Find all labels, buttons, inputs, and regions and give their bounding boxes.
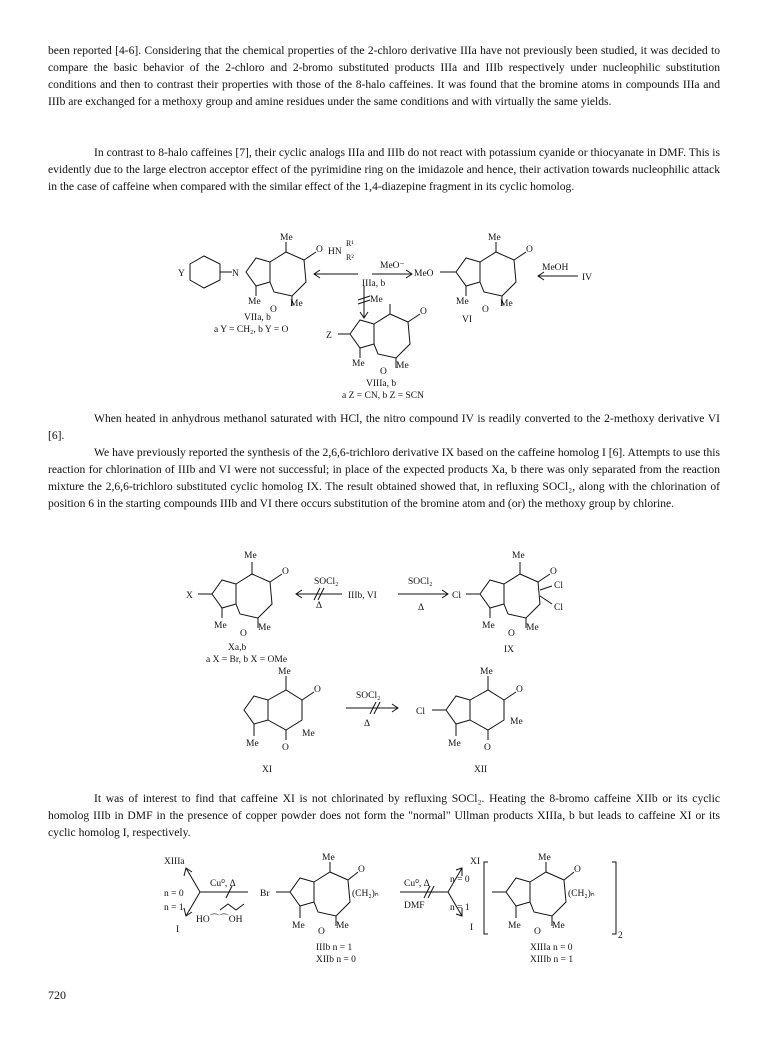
- atom-o: O: [358, 865, 365, 875]
- reagent-socl2: SOCl₂: [408, 577, 433, 587]
- atom-o: O: [534, 927, 541, 937]
- atom-me: Me: [448, 739, 461, 749]
- atom-o: O: [314, 685, 321, 695]
- ethanolamine: HO⌒⌒OH: [196, 915, 243, 925]
- atom-x: X: [186, 591, 193, 601]
- reagent-r2: R²: [346, 253, 354, 262]
- compound-i: I: [176, 925, 180, 935]
- dimer-subscript: 2: [618, 931, 623, 941]
- cu-heat: Cu⁰, Δ: [404, 879, 430, 889]
- atom-me: Me: [482, 621, 495, 631]
- scheme-1: [0, 222, 768, 402]
- atom-me: Me: [258, 623, 271, 633]
- compound-sub-x: a X = Br, b X = OMe: [206, 655, 288, 665]
- atom-me: Me: [500, 299, 513, 309]
- compound-label-xii: XII: [474, 765, 488, 775]
- cu-heat: Cu⁰, Δ: [210, 879, 236, 889]
- reagent-socl2: SOCl₂: [314, 577, 339, 587]
- compound-sub-vii: a Y = CH₂, b Y = O: [214, 325, 289, 335]
- compound-sub-viii: a Z = CN, b Z = SCN: [342, 391, 424, 401]
- heat-symbol: Δ: [418, 603, 425, 613]
- atom-me: Me: [538, 853, 551, 863]
- scheme-2: [0, 540, 768, 780]
- mid-label-iii: IIIa, b: [362, 279, 386, 289]
- atom-me: Me: [290, 299, 303, 309]
- compound-label-iv: IV: [582, 273, 593, 283]
- reagent-socl2: SOCl₂: [356, 691, 381, 701]
- scheme-3: [0, 850, 768, 980]
- paragraph-4: We have previously reported the synthesis of the 2,6,6-trichloro derivative IX based on the caffeine homolog I [6]. Attempts to use this reaction for chlorination of IIIb and VI were not successful; in place of the expected products Xa, b there was only separated from the reaction mixture the 2,6,6-trichloro substituted cyclic homolog IX. The result obtained showed that, in refluxing SOCl₂, along with the chlorination of position 6 in the starting compounds IIIb and VI there occurs substitution of the bromine atom and (or) the methoxy group by chlorine.: [48, 446, 720, 510]
- atom-o: O: [282, 567, 289, 577]
- atom-me: Me: [456, 297, 469, 307]
- compound-label-xi: XI: [262, 765, 273, 775]
- compound-label-vii: VIIa, b: [244, 313, 271, 323]
- mid-label: IIIb, VI: [348, 591, 377, 601]
- methoxide: MeO⁻: [380, 261, 405, 271]
- page-number: 720: [48, 988, 66, 1002]
- reagent-meoh: MeOH: [542, 263, 569, 273]
- solvent-dmf: DMF: [404, 901, 425, 911]
- atom-me: Me: [488, 233, 501, 243]
- atom-o: O: [526, 245, 533, 255]
- atom-me: Me: [302, 729, 315, 739]
- atom-o: O: [316, 245, 323, 255]
- atom-cl: Cl: [416, 707, 425, 717]
- n-equals-0: n = 0: [164, 889, 184, 899]
- atom-br: Br: [260, 889, 270, 899]
- heat-symbol: Δ: [364, 719, 371, 729]
- ch2-n: (CH₂)ₙ: [352, 889, 379, 899]
- caption-xiiia: XIIIa n = 0: [530, 943, 573, 953]
- atom-me: Me: [526, 623, 539, 633]
- atom-me: Me: [352, 359, 365, 369]
- atom-me: Me: [510, 717, 523, 727]
- atom-o: O: [420, 307, 427, 317]
- atom-cl: Cl: [452, 591, 461, 601]
- atom-y: Y: [178, 269, 185, 279]
- atom-meo: MeO: [414, 269, 434, 279]
- atom-me: Me: [244, 551, 257, 561]
- atom-cl: Cl: [554, 603, 563, 613]
- caption-xiiib: XIIIb n = 1: [530, 955, 574, 965]
- reagent-amine: HN: [328, 247, 342, 257]
- n-equals-1: n = 1: [450, 903, 470, 913]
- atom-o: O: [550, 567, 557, 577]
- product-xiiia: XIIIa: [164, 857, 185, 867]
- paragraph-2: In contrast to 8-halo caffeines [7], their cyclic analogs IIIa and IIIb do not react with potassium cyanide or thiocyanate in DMF. This is evidently due to the large electron acceptor effect of the pyrimidine ring on the imidazole and hence, their activation towards nucleophilic attack in the case of caffeine when compared with the similar effect of the 1,4-diazepine fragment in its cyclic homolog.: [48, 146, 720, 193]
- compound-xi: XI: [470, 857, 481, 867]
- atom-me: Me: [396, 361, 409, 371]
- caption-xiib: XIIb n = 0: [316, 955, 356, 965]
- atom-me: Me: [508, 921, 521, 931]
- caption-iiib: IIIb n = 1: [316, 943, 353, 953]
- atom-me: Me: [370, 295, 383, 305]
- heat-symbol: Δ: [316, 601, 323, 611]
- n-equals-1: n = 1: [164, 903, 184, 913]
- paragraph-5: It was of interest to find that caffeine XI is not chlorinated by refluxing SOCl₂. Heating the 8-bromo caffeine XIIb or its cyclic homolog IIIb in DMF in the presence of copper powder does not form the "normal" Ullman products XIIIa, b but leads to caffeine XI or its cyclic homolog I, respectively.: [48, 792, 720, 839]
- atom-me: Me: [322, 853, 335, 863]
- atom-z: Z: [326, 331, 332, 341]
- atom-o: O: [270, 305, 277, 315]
- atom-me: Me: [280, 233, 293, 243]
- atom-o: O: [240, 629, 247, 639]
- atom-me: Me: [552, 921, 565, 931]
- n-equals-0: n = 0: [450, 875, 470, 885]
- reagent-r1: R¹: [346, 239, 354, 248]
- paragraph-1: been reported [4-6]. Considering that the chemical properties of the 2-chloro derivative IIIa have not previously been studied, it was decided to compare the basic behavior of the 2-chloro and 2-bromo substituted products IIIa and IIIb respectively under nucleophilic substitution conditions and then to contrast their properties with those of the 8-halo caffeines. It was found that the bromine atoms in compounds IIIa and IIIb are exchanged for a methoxy group and amine residues under the same conditions and with virtually the same yields.: [48, 44, 720, 108]
- atom-o: O: [574, 865, 581, 875]
- atom-n: N: [232, 269, 239, 279]
- compound-label-x: Xa,b: [228, 643, 247, 653]
- atom-o: O: [508, 629, 515, 639]
- atom-me: Me: [246, 739, 259, 749]
- atom-o: O: [318, 927, 325, 937]
- atom-me: Me: [512, 551, 525, 561]
- compound-label-vi: VI: [462, 315, 473, 325]
- atom-o: O: [516, 685, 523, 695]
- atom-me: Me: [278, 667, 291, 677]
- atom-me: Me: [214, 621, 227, 631]
- atom-o: O: [482, 305, 489, 315]
- atom-cl: Cl: [554, 581, 563, 591]
- compound-label-viii: VIIIa, b: [366, 379, 397, 389]
- compound-label-ix: IX: [504, 645, 515, 655]
- atom-me: Me: [292, 921, 305, 931]
- atom-o: O: [484, 743, 491, 753]
- atom-me: Me: [336, 921, 349, 931]
- atom-me: Me: [480, 667, 493, 677]
- ch2-n: (CH₂)ₙ: [568, 889, 595, 899]
- atom-me: Me: [248, 297, 261, 307]
- atom-o: O: [282, 743, 289, 753]
- compound-i: I: [470, 923, 474, 933]
- atom-o: O: [380, 367, 387, 377]
- paragraph-3: When heated in anhydrous methanol saturated with HCl, the nitro compound IV is readily converted to the 2-methoxy derivative VI [6].: [48, 412, 720, 442]
